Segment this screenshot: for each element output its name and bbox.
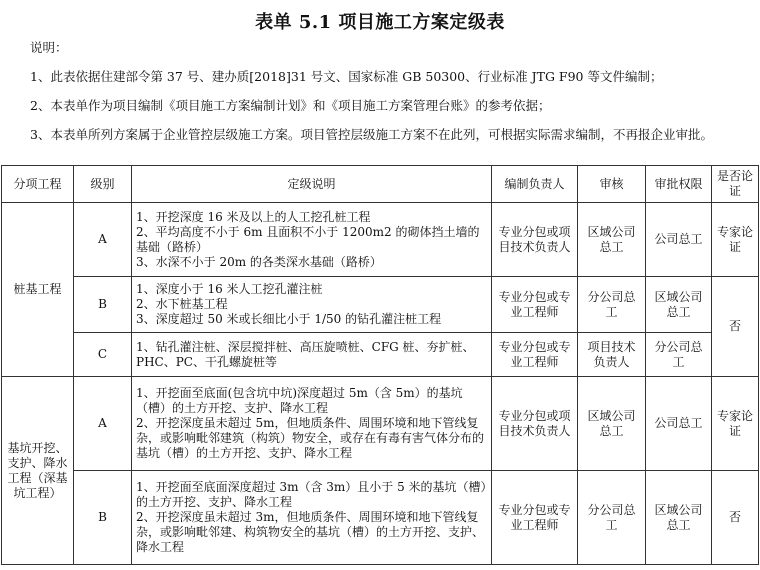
approver-cell: 公司总工 [646,377,712,471]
description-line: 1、开挖面至底面深度超过 3m（含 3m）且小于 5 米的基坑（槽）的土方开挖、支护、降水工程 [136,480,487,509]
header-cell: 分项工程 [2,166,74,203]
description-cell [132,203,492,277]
description-cell [132,333,492,377]
description-cell [132,277,492,333]
description-line: 1、钻孔灌注桩、深层搅拌桩、高压旋喷桩、CFG 桩、夯扩桩、PHC、PC、干孔螺旋桩等 [136,339,475,369]
reviewer-cell: 区域公司总工 [578,203,646,277]
demonstration-cell: 专家论证 [712,377,759,471]
demonstration-cell: 否 [712,471,759,565]
plan-level-table [1,165,759,565]
description-line: 1、开挖深度 16 米及以上的人工挖孔桩工程 [136,209,371,224]
level-cell: C [74,333,132,377]
header-cell: 是否论证 [712,166,759,203]
header-cell: 级别 [74,166,132,203]
page-title: 表单 5.1 项目施工方案定级表 [255,12,505,33]
level-cell: A [74,377,132,471]
header-cell: 编制负责人 [492,166,578,203]
note-item: 1、此表依据住建部令第 37 号、建办质[2018]31 号文、国家标准 GB 50300、行业标准 JTG F90 等文件编制； [30,69,663,84]
description-cell [132,471,492,565]
notes-label: 说明： [30,40,68,55]
level-cell: A [74,203,132,277]
description-line: 2、开挖深度虽未超过 3m，但地质条件、周围环境和地下管线复杂，或影响毗邻建、构筑物安全的基坑（槽）的土方开挖、支护、降水工程 [136,510,485,554]
description-cell [132,377,492,471]
section-name-cell: 桩基工程 [2,203,74,377]
level-cell: B [74,471,132,565]
description-line: 2、水下桩基工程 [136,297,228,311]
header-cell: 审核 [578,166,646,203]
section-name-cell: 基坑开挖、支护、降水工程（深基坑工程） [2,377,74,565]
note-item: 3、本表单所列方案属于企业管控层级施工方案。项目管控层级施工方案不在此列，可根据实际需求编制，不再报企业审批。 [30,127,713,142]
notes-section [30,40,755,156]
description-line: 2、平均高度不小于 6m 且面积不小于 1200m2 的砌体挡土墙的基础（路桥） [136,224,480,254]
description-line: 1、开挖面至底面(包含坑中坑)深度超过 5m（含 5m）的基坑（槽）的土方开挖、支护、降水工程 [136,386,463,415]
description-line: 3、深度超过 50 米或长细比小于 1/50 的钻孔灌注桩工程 [136,312,442,326]
demonstration-cell: 专家论证 [712,203,759,277]
description-line: 1、深度小于 16 米人工挖孔灌注桩 [136,282,323,296]
approver-cell: 区域公司总工 [646,277,712,333]
reviewer-cell: 区域公司总工 [578,377,646,471]
approver-cell: 分公司总工 [646,333,712,377]
table-row [2,203,759,277]
table-row [2,471,759,565]
preparer-cell: 专业分包或专业工程师 [492,277,578,333]
table-row [2,333,759,377]
preparer-cell: 专业分包或专业工程师 [492,333,578,377]
description-line: 2、开挖深度虽未超过 5m，但地质条件、周围环境和地下管线复杂，或影响毗邻建筑（构筑）物安全，或存在有毒有害气体分布的基坑（槽）的土方开挖、支护、降水工程 [136,416,485,460]
table-header-row [2,166,759,203]
reviewer-cell: 分公司总工 [578,471,646,565]
approver-cell: 区域公司总工 [646,471,712,565]
header-cell: 定级说明 [132,166,492,203]
header-cell: 审批权限 [646,166,712,203]
preparer-cell: 专业分包或项目技术负责人 [492,203,578,277]
preparer-cell: 专业分包或项目技术负责人 [492,377,578,471]
description-line: 3、水深不小于 20m 的各类深水基础（路桥） [136,254,382,269]
table-row [2,277,759,333]
approver-cell: 公司总工 [646,203,712,277]
table-row [2,377,759,471]
demonstration-cell: 否 [712,277,759,377]
preparer-cell: 专业分包或专业工程师 [492,471,578,565]
level-cell: B [74,277,132,333]
note-item: 2、本表单作为项目编制《项目施工方案编制计划》和《项目施工方案管理台账》的参考依据； [30,98,551,113]
reviewer-cell: 分公司总工 [578,277,646,333]
reviewer-cell: 项目技术负责人 [578,333,646,377]
